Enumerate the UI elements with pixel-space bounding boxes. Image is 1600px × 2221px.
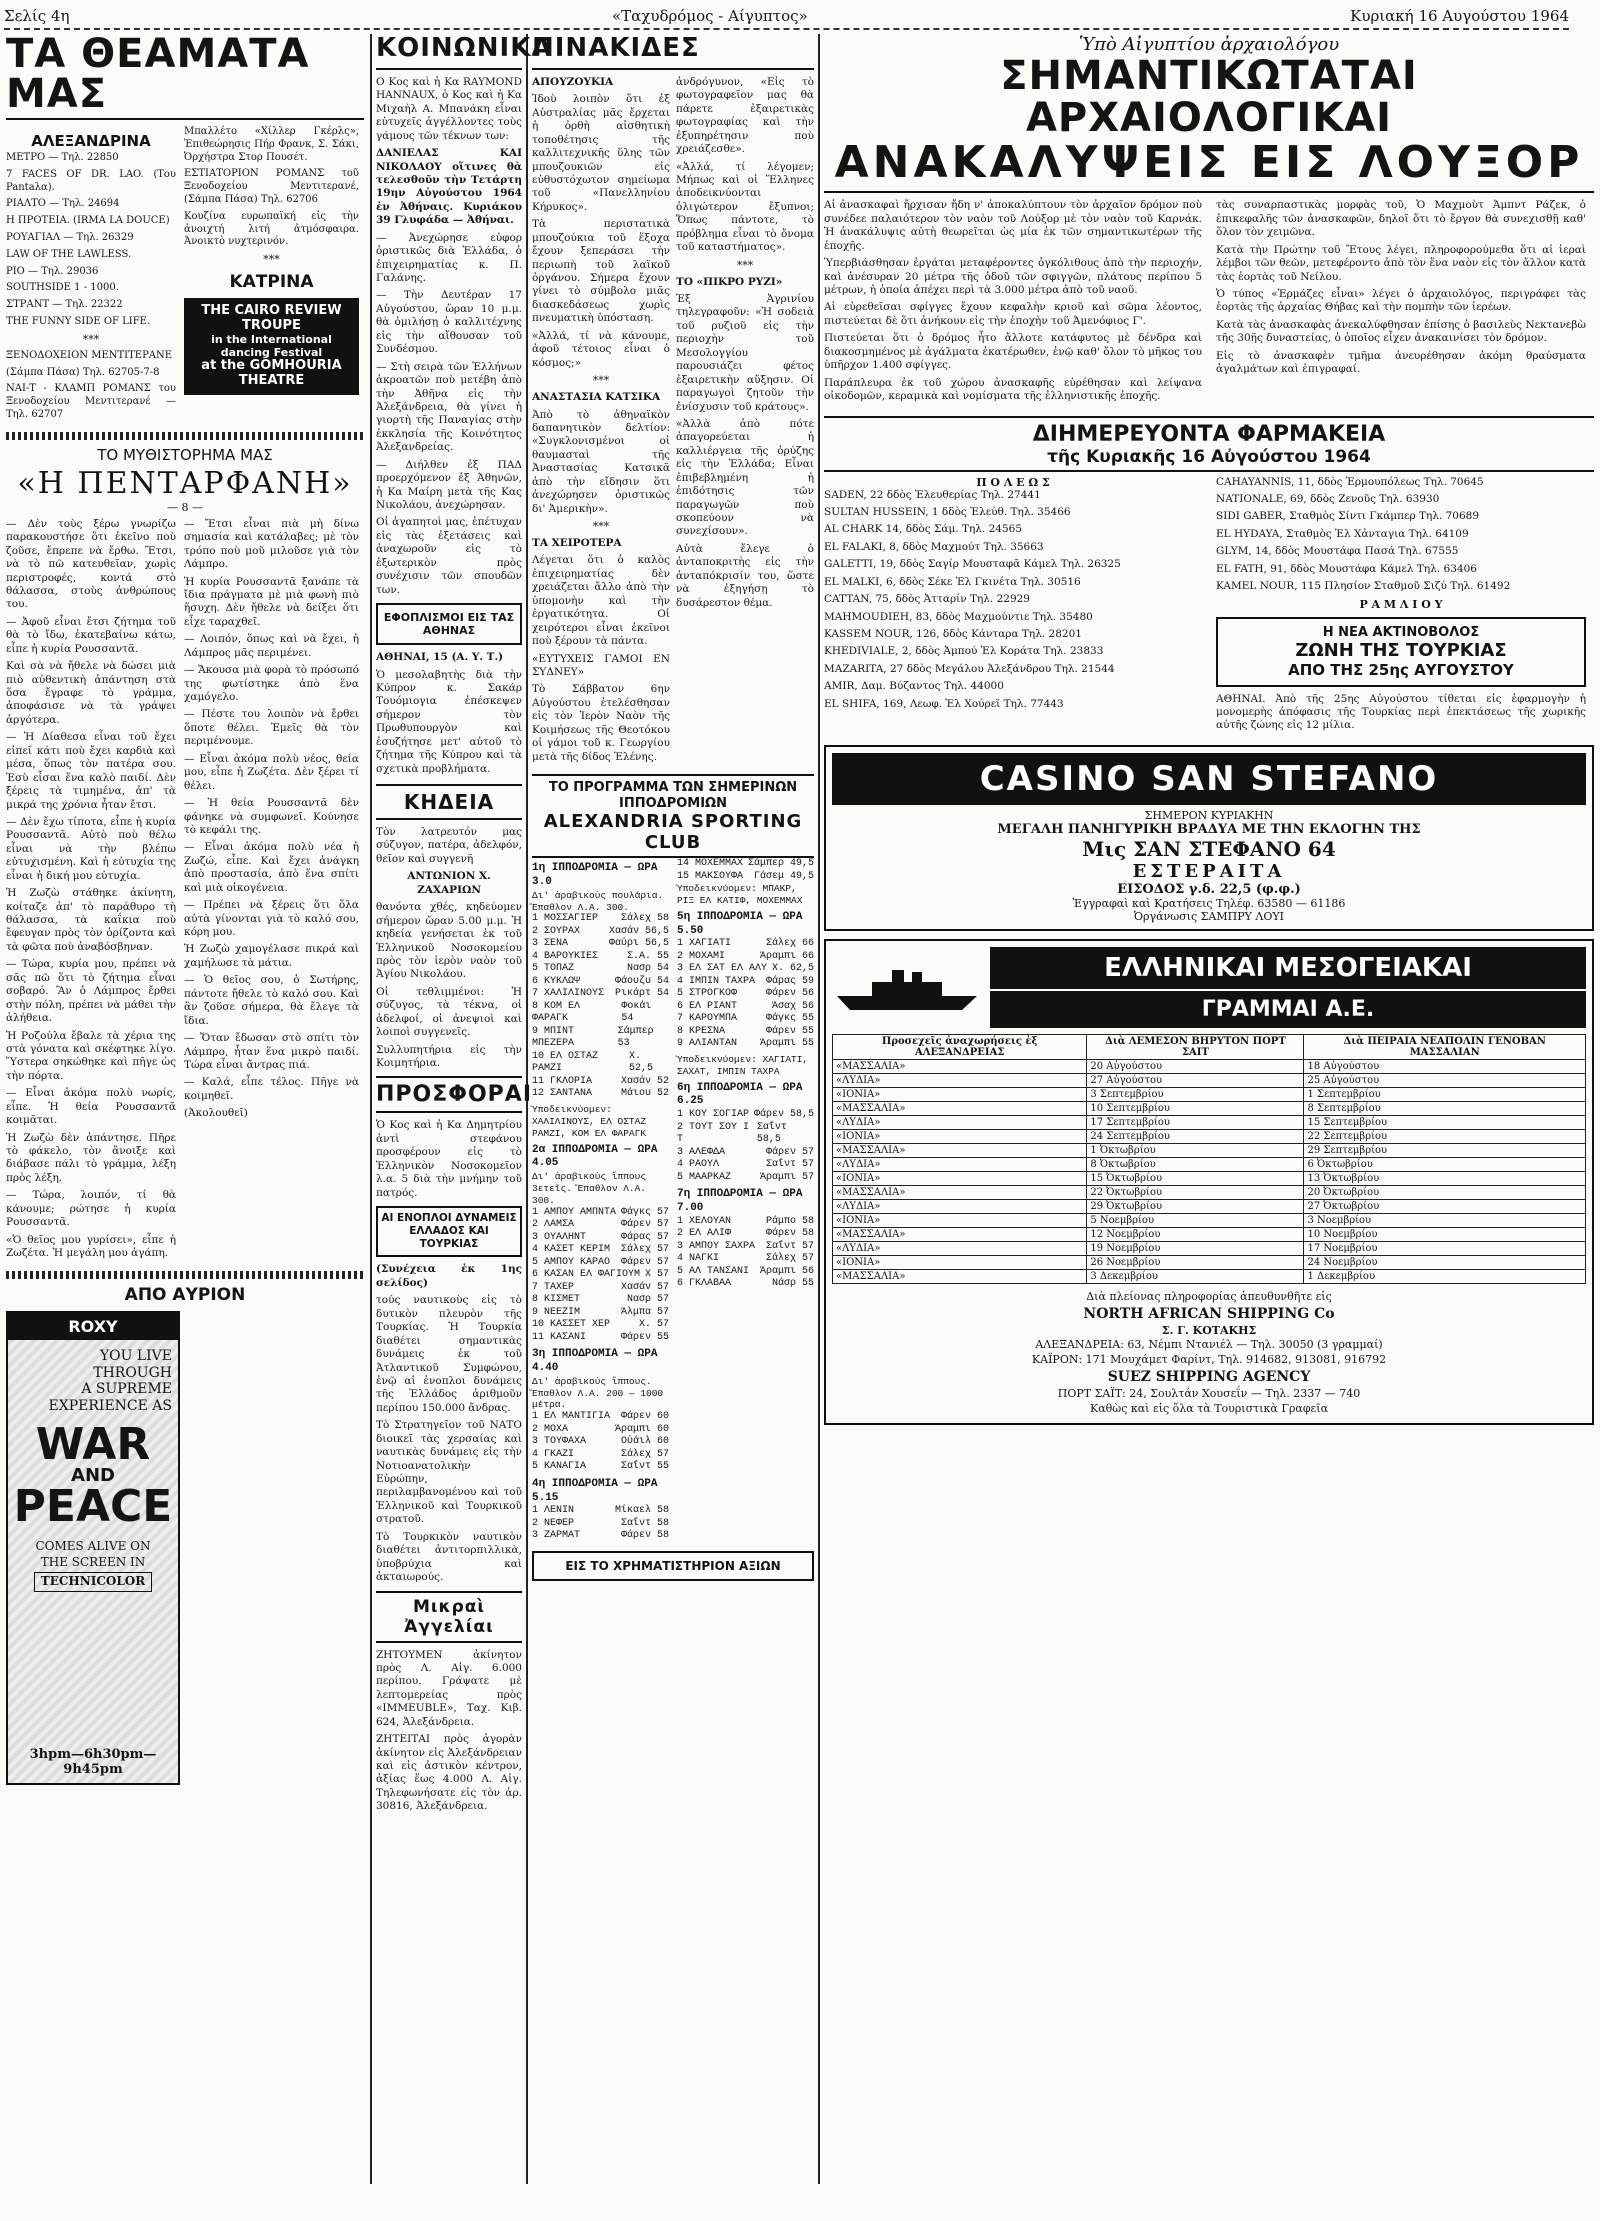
notice-heading: ΤΟ «ΠΙΚΡΟ ΡΥΖΙ» — [676, 275, 783, 288]
city-heading: ΑΛΕΞΑΝΔΡΙΝΑ — [31, 132, 151, 150]
race-entry: 9 ΑΛΙΑΝΤΑΝ Άραμπι 55 — [677, 1038, 814, 1050]
pharmacy-entry: CAHAYANNIS, 11, δδὸς Ἐρμουπόλεως Τηλ. 70645 — [1216, 475, 1484, 488]
pharmacies-date: τῆς Κυριακῆς 16 Αὐγούστου 1964 — [824, 447, 1594, 472]
shipping-contacts: Διὰ πλείονας πληροφορίας ἀπευθυνθῆτε εἰς NORTH AFRICAN SHIPPING Co Σ. Γ. ΚΟΤΑΚΗΣ ΑΛΕΞΑΝΔΡΕΙΑ: 63, Νέμπι Ντανιέλ — Τηλ. 30050 (3 γραμμαί) ΚΑΪΡΟΝ: 171 Μουχάμετ Φαρίντ, Τηλ. 914682, 913081, 916792 SUEZ SHIPPING AGENCY ΠΟΡΤ ΣΑΪΤ: 24, Σουλτάν Χουσεΐν — Τηλ. 2337 — 740 Καθὼς καὶ εἰς ὅλα τὰ Τουριστικὰ Γραφεῖα — [1031, 1289, 1387, 1415]
races-club: ALEXANDRIA SPORTING CLUB — [532, 811, 814, 858]
race-entry: 10 ΚΑΣΣΕΤ ΧΕΡ Χ. 57 — [532, 1319, 669, 1331]
table-row: «ΙΟΝΙΑ» 24 Σεπτεμβρίου 22 Σεπτεμβρίου — [833, 1129, 1586, 1143]
column-theatres — [6, 31, 364, 2184]
race5-entries — [677, 938, 814, 1051]
movie-showtimes: 3hpm—6h30pm—9h45pm — [29, 1746, 157, 1777]
race-entry: 8 ΚΡΕΣΝΑ Φάρεν 55 — [677, 1025, 814, 1037]
page-number: Σελίς 4η — [4, 7, 70, 25]
listing: ΣΤΡΑΝΤ — Τηλ. 22322 — [6, 299, 123, 311]
shipping-schedule: Προσεχεῖς ἀναχωρήσεις ἐξ ΑΛΕΞΑΝΔΡΕΙΑΣ Διὰ ΛΕΜΕΣΟΝ ΒΗΡΥΤΟΝ ΠΟΡΤ ΣΑΙΤ Διὰ ΠΕΙΡΑΙΑ ΝΕΑΠΟΛΙΝ ΓΕΝΟΒΑΝ ΜΑΣΣΑΛΙΑΝ «ΜΑΣΣΑΛΙΑ» 20 Αὐγούστου 18 Αὐγούστου «ΛΥΔΙΑ» 27 Αὐγούστου 25 Αὐγούστου «ΙΟΝΙΑ» 3 Σεπτεμβρίου 1 Σεπτεμβρίου «ΜΑΣΣΑΛΙΑ» 10 Σεπτεμβρίου 8 Σεπτεμβρίου «ΛΥΔΙΑ» 17 Σεπτεμβρίου 15 Σεπτεμβρίου «ΙΟΝΙΑ» 24 Σεπτεμβρίου 22 Σεπτεμβρίου «ΜΑΣΣΑΛΙΑ» 1 Ὀκτωβρίου 29 Σεπτεμβρίου «ΛΥΔΙΑ» 8 Ὀκτωβρίου 6 Ὀκτωβρίου «ΙΟΝΙΑ» 15 Ὀκτωβρίου 13 Ὀκτωβρίου «ΜΑΣΣΑΛΙΑ» 22 Ὀκτωβρίου 20 Ὀκτωβρίου «ΛΥΔΙΑ» 29 Ὀκτωβρίου 27 Ὀκτωβρίου «ΙΟΝΙΑ» 5 Νοεμβρίου 3 Νοεμβρίου «ΜΑΣΣΑΛΙΑ» 12 Νοεμβρίου 10 Νοεμβρίου «ΛΥΔΙΑ» 19 Νοεμβρίου 17 Νοεμβρίου «ΙΟΝΙΑ» 26 Νοεμβρίου 24 Νοεμβρίου «ΜΑΣΣΑΛΙΑ» 3 Δεκεμβρίου 1 Δεκεμβρίου — [832, 1034, 1586, 1284]
race-entry: 9 ΜΠΙΝΤ ΜΠΕΖΕΡΑ Σάμπερ 53 — [532, 1025, 654, 1050]
pharmacy-entry: GALETTI, 19, δδὸς Σαγίρ Μουσταφᾶ Κάμελ Τηλ. 26325 — [824, 558, 1121, 571]
table-row: «ΙΟΝΙΑ» 5 Νοεμβρίου 3 Νοεμβρίου — [833, 1213, 1586, 1227]
race-entry: 4 ΙΜΠΙΝ ΤΑΧΡΑ Φάρας 59 — [677, 975, 814, 987]
column-divider — [370, 34, 372, 2184]
listing: ΡΟΥΑΓΙΑΛ — Τηλ. 26329 — [6, 231, 134, 243]
race-entry: 4 ΒΑΡΟΥΚΙΕΣ Σ.Α. 55 — [532, 950, 669, 962]
katrina-title: ΚΑΤΡΙΝΑ — [229, 272, 314, 293]
issue-date: Κυριακή 16 Αυγούστου 1964 — [1350, 7, 1569, 25]
pharmacies-section: ΔΙΗΜΕΡΕΥΟΝΤΑ ΦΑΡΜΑΚΕΙΑ τῆς Κυριακῆς 16 Αὐγούστου 1964 Π Ο Λ Ε Ω Σ SADEN, 22 δδὸς Ἐλευθερίας Τηλ. 27441 SULTAN HUSSEIN, 1 δδὸς Ἐλεύθ. Τηλ. 35466 AL CHARK 14, δδὸς Σάμ. Τηλ. 24565 EL FALAKI, 8, δδὸς Μαχμούτ Τηλ. 35663 GALETTI, 19, δδὸς Σαγίρ Μουσταφᾶ Κάμελ Τηλ. 26325 EL MALKI, 6, δδὸς Σέκε Ἐλ Γκινέτα Τηλ. 30516 CATTAN, 75, δδὸς Ἀτταρίν Τηλ. 22929 MAHMOUDIEH, 83, δδὸς Μαχμούντιε Τηλ. 35480 KASSEM NOUR, 126, δδὸς Κάνταρα Τηλ. 28201 KHEDIVIALE, 2, δδὸς Ἀμπού Ἐλ Κοράτα Τηλ. 23833 MAZARITA, 27 δδὸς Μεγάλου Ἀλεξάνδρου Τηλ. 21544 AMIR, Δαμ. Βύζαντος Τηλ. 44000 EL SHIFA, 169, Λεωφ. Ἐλ Χούρεϊ Τηλ. 77443 CAHAYANNIS, 11, δδὸς Ἐρμουπόλεως Τηλ. 70645 NATIONALE, 69, δδὸς Ζενοῦς Τηλ. 63930 SIDI GABER, Σταθμὸς Σίντι Γκάμπερ Τηλ. 70689 EL HYDAYA, Σταθμὸς Ἐλ Χἀνταγια Τηλ. 64109 GLYM, 14, δδὸς Μουστάφα Πασά Τηλ. 67555 EL FATH, 91, δδὸς Μουστάφα Κάμελ Τηλ. 63406 KAMEL NOUR, 115 Πλησίον Σταθμοῦ Σιζύ Τηλ. 61492 Ρ Α Μ Λ Ι Ο Υ Η ΝΕΑ ΑΚΤΙΝΟΒΟΛΟΣ ΖΩΝΗ ΤΗΣ ΤΟΥΡΚΙΑΣ ΑΠΟ ΤΗΣ 25ης ΑΥΓΟΥΣΤΟΥ ΑΘΗΝΑΙ. Ἀπὸ τῆς 25ης Αὐγούστου τίθεται εἰς ἐφαρμογὴν ἡ μονομερὴς ἀπόφασις τῆς Τουρκίας περὶ ἐπεκτάσεως τῆς χωρικῆς αὐτῆς ζώνης εἰς 12 μίλια. — [824, 416, 1594, 737]
race-entry: 1 ΜΟΣΣΑΓΙΕΡ Σάλεχ 58 — [532, 913, 669, 925]
offers-title: ΠΡΟΣΦΟΡΑΙ — [376, 1076, 522, 1113]
novel-text-left: — Δὲν τοὺς ξέρω γνωρίζω παρακουστήσε ὅτι ἐκεῖνο ποὺ ζοῦσε, ἔπρεπε νὰ ἔρθω. Ἔτσι, νὰ τὸ πῶ κατευθεῖαν, χωρὶς περιστροφές, κοντά στὸ θάλασσα, στοὺς ἀνθρώπους του. — Ἀφοῦ εἶναι ἔτσι ζήτημα τοῦ θὰ τὸ ἴδω, ἐκατεβαίνω κάτω, εἶπε ἡ κυρία Ρουσσαντᾶ. Καὶ σὰ νὰ ἤθελε νὰ δώσει μιὰ πιὸ αὐθεντικὴ ἀπάντηση στὰ ὅσα ἔγραφε τὸ γράμμα, ἀποφάσισε νὰ τὰ γράψει ἀργότερα. — Ἡ Δίαθεσα εἶναι τοῦ ἔχει εἰπεῖ κάτι ποὺ ἔχει καρδιὰ καὶ μέσα, ὅπως τὸν πατέρα σου. Ἐσὺ εἶσαι ἕνα καλὸ παιδί. Δὲν ξέρεις τὰ τιμημένα, ἀπ' τὰ μικρά της χρόνια ἦταν ἔτσι. — Δὲν ἔχω τίποτα, εἶπε ἡ κυρία Ρουσσαντᾶ. Αὐτὸ ποὺ θέλω εἶναι νὰ τὴν βλέπω εὐτυχισμένη. Καὶ ἡ εὐτυχία της εἶναι ἡ δική μου εὐτυχία. Ἡ Ζωζὼ στάθηκε ἀκίνητη, κοίταζε ἀπ' τὸ παράθυρο τὴ θάλασσα, τὰ καΐκια ποὺ ἔφευγαν πρὸς τὸν ὁρίζοντα καὶ τὰ φῶτα ποὺ ἀναβόσβηναν. — Τώρα, κυρία μου, πρέπει νὰ σᾶς πῶ ὅτι τὸ ζήτημα εἶναι σοβαρό. Ἂν ὁ Λάμπρος ἔρθει στὴν πόλη, πρέπει νὰ μάθει τὴν ἀλήθεια. Ἡ Ροζούλα ἔβαλε τὰ χέρια της στὰ γόνατα καὶ σκέφτηκε λίγο. Ὕστερα σηκώθηκε καὶ πῆγε ὡς τὴν πόρτα. — Εἶναι ἀκόμα πολὺ νωρίς, εἶπε. Ἡ θεία Ρουσσαντᾶ κοιμᾶται. Ἡ Ζωζὼ δὲν ἀπάντησε. Πῆρε τὸ φάκελο, τὸν ἄνοιξε καὶ διάβασε πάλι τὸ γράμμα, λέξη πρὸς λέξη. — Τώρα, λοιπόν, τί θὰ κάνουμε; ρώτησε ἡ κυρία Ρουσσαντᾶ. «Ὁ θεῖος μου γυρίσει», εἶπε ἡ Ζωζέτα. Ἡ μεγάλη μου ἀγάπη. — [6, 517, 176, 1260]
funeral-title: ΚΗΔΕΙΑ — [376, 784, 522, 820]
pharmacy-list-ramleh — [1216, 476, 1586, 594]
classifieds-title: Μικραὶ Ἀγγελίαι — [376, 1591, 522, 1643]
shipping-title: ΕΛΛΗΝΙΚΑΙ ΜΕΣΟΓΕΙΑΚΑΙ — [990, 947, 1586, 989]
table-row: «ΛΥΔΙΑ» 27 Αὐγούστου 25 Αὐγούστου — [833, 1073, 1586, 1087]
funeral-name: ΑΝΤΩΝΙΟΝ Χ. ΖΑΧΑΡΙΩΝ — [407, 870, 491, 896]
race-entry: 3 ΕΛ ΣΑΤ ΕΛ ΑΛΥ Χ. 62,5 — [677, 963, 814, 975]
race-entry: 10 ΕΛ ΟΣΤΑΖ ΡΑΜΖΙ Χ. 52,5 — [532, 1050, 654, 1075]
listing: (Σάμπα Πάσα) Τηλ. 62705-7-8 — [6, 366, 160, 378]
pharmacy-entry: KASSEM NOUR, 126, δδὸς Κάνταρα Τηλ. 28201 — [824, 628, 1082, 641]
novel-part: — 8 — — [167, 500, 203, 514]
race-entry: 6 ΕΛ ΡΙΑΝΤ Άσαχ 56 — [677, 1000, 814, 1012]
table-row: «ΛΥΔΙΑ» 29 Ὀκτωβρίου 27 Ὀκτωβρίου — [833, 1199, 1586, 1213]
stock-exchange-box: ΕΙΣ ΤΟ ΧΡΗΜΑΤΙΣΤΗΡΙΟΝ ΑΞΙΩΝ — [532, 1551, 814, 1581]
race-entry: 5 ΑΜΠΟΥ ΚΑΡΑΟ Φάρεν 57 — [532, 1256, 669, 1268]
cairo-review-ad: THE CAIRO REVIEW TROUPE in the International dancing Festival at the GOMHOURIA THEATRE — [184, 298, 359, 395]
listing: ΞΕΝΟΔΟΧΕΙΟΝ ΜΕΝΤΙΤΕΡΑΝΕ — [6, 349, 173, 361]
races-right: 14 ΜΟΧΕΜΜΑΧ Σάμπερ 49,5 15 ΜΑΚΣΟΥΦΑ Γάσεμ 49,5 Ὑποδεικνύομεν: ΜΠΑΚΡ, ΡΙΞ ΕΛ ΚΑΤΙΦ, ΜΟΧΕΜΜΑΧ 5η ΙΠΠΟΔΡΟΜΙΑ — ΩΡΑ 5.50 1 ΧΑΓΙΑΤΙ Σάλεχ 66 2 ΜΟΧΑΜΙ Άραμπι 66 3 ΕΛ ΣΑΤ ΕΛ ΑΛΥ Χ. 62,5 4 ΙΜΠΙΝ ΤΑΧΡΑ Φάρας 59 5 ΣΤΡΟΓΚΟΦ Φάρεν 56 6 ΕΛ ΡΙΑΝΤ Άσαχ 56 7 ΚΑΡΟΥΜΠΑ Φάγκς 55 8 ΚΡΕΣΝΑ Φάρεν 55 9 ΑΛΙΑΝΤΑΝ Άραμπι 55 Ὑποδεικνύομεν: ΧΑΓΙΑΤΙ, ΣΑΧΑΤ, ΙΜΠΙΝ ΤΑΧΡΑ 6η ΙΠΠΟΔΡΟΜΙΑ — ΩΡΑ 6.25 1 ΚΟΥ ΣΟΓΙΑΡ Φάρεν 58,5 2 ΤΟΥΤ ΣΟΥ Ι Τ Σαΐντ 58,5 3 ΑΛΕΦΔΑ Φάρεν 57 4 ΡΑΟΥΛ Σαΐντ 57 5 ΜΑΑΡΚΑΖ Άραμπι 57 7η ΙΠΠΟΔΡΟΜΙΑ — ΩΡΑ 7.00 1 ΧΕΛΟΥΑΝ Ράμπο 58 2 ΕΛ ΑΛΙΦ Φάρεν 58 3 ΑΜΠΟΥ ΣΑΧΡΑ Σαΐντ 57 4 ΝΑΓΚΙ Σάλεχ 57 5 ΑΛ ΤΑΝΣΑΝΙ Άραμπι 56 6 ΓΚΛΑΒΑΑ Νάσρ 55 — [677, 858, 814, 1290]
headline-line-1: ΣΗΜΑΝΤΙΚΩΤΑΤΑΙ ΑΡΧΑΙΟΛΟΓΙΚΑΙ — [1000, 53, 1418, 141]
race-entry: 6 ΚΥΚΛΩΨ Φάουζυ 54 — [532, 975, 669, 987]
forces-box: ΑΙ ΕΝΟΠΛΟΙ ΔΥΝΑΜΕΙΣ ΕΛΛΑΔΟΣ ΚΑΙ ΤΟΥΡΚΙΑΣ — [376, 1206, 522, 1257]
table-row: «ΜΑΣΣΑΛΙΑ» 12 Νοεμβρίου 10 Νοεμβρίου — [833, 1227, 1586, 1241]
pharmacy-entry: NATIONALE, 69, δδὸς Ζενοῦς Τηλ. 63930 — [1216, 492, 1440, 505]
pharmacy-entry: KHEDIVIALE, 2, δδὸς Ἀμπού Ἐλ Κοράτα Τηλ. 23833 — [824, 645, 1104, 658]
listing: THE FUNNY SIDE OF LIFE. — [6, 315, 151, 327]
section-title-social: ΚΟΙΝΩΝΙΚΑ — [376, 34, 522, 70]
movie-title-word: PEACE — [13, 1480, 173, 1532]
race-entry: 2 ΛΑΜΣΑ Φάρεν 57 — [532, 1219, 669, 1231]
race-entry: 11 ΓΚΛΟΡΙΑ Χασάν 52 — [532, 1075, 669, 1087]
listing: Η ΠΡΟΤΕΙΑ. (IRMA LA DOUCE) — [6, 215, 170, 227]
races-left: 1η ΙΠΠΟΔΡΟΜΙΑ — ΩΡΑ 3.0 Δι' ἀραβικοὺς πουλάρια. Ἔπαθλον Λ.Α. 300. 1 ΜΟΣΣΑΓΙΕΡ Σάλεχ 58 2 ΣΟΥΡΑΧ Χασάν 56,5 3 ΣΕΝΑ Φαύρι 56,5 4 ΒΑΡΟΥΚΙΕΣ Σ.Α. 55 5 ΤΟΠΑΖ Νασρ 54 6 ΚΥΚΛΩΨ Φάουζυ 54 7 ΧΑΛΙΛΙΝΟΥΣ Ρικάρτ 54 8 ΚΟΜ ΕΛ ΦΑΡΑΓΚ Φοκάι 54 9 ΜΠΙΝΤ ΜΠΕΖΕΡΑ Σάμπερ 53 10 ΕΛ ΟΣΤΑΖ ΡΑΜΖΙ Χ. 52,5 11 ΓΚΛΟΡΙΑ Χασάν 52 12 ΣΑΝΤΑΝΑ Μάιου 52 Ὑποδεικνύομεν: ΧΑΛΙΛΙΝΟΥΣ, ΕΛ ΟΣΤΑΖ ΡΑΜΖΙ, ΚΟΜ ΕΛ ΦΑΡΑΓΚ 2α ΙΠΠΟΔΡΟΜΙΑ — ΩΡΑ 4.05 Δι' ἀραβικοὺς ἵππους 3ετεῖς. Ἔπαθλον Λ.Α. 300. 1 ΑΜΠΟΥ ΑΜΠΝΤΑ Φάγκς 57 2 ΛΑΜΣΑ Φάρεν 57 3 ΟΥΑΛΗΝΤ Φάρας 57 4 ΚΑΣΕΤ ΚΕΡΙΜ Σάλεχ 57 5 ΑΜΠΟΥ ΚΑΡΑΟ Φάρεν 57 6 ΚΑΣΑΝ ΕΛ ΦΑΓΙΟΥΜ Χ 57 7 ΤΑΧΕΡ Χασάν 57 8 ΚΙΣΜΕΤ Νασρ 57 9 ΝΕΕΖΙΜ Άλμπα 57 10 ΚΑΣΣΕΤ ΧΕΡ Χ. 57 11 ΚΑΣΑΝΙ Φάρεν 55 3η ΙΠΠΟΔΡΟΜΙΑ — ΩΡΑ 4.40 Δι' ἀραβικοὺς ἵππους. Ἔπαθλον Λ.Α. 200 — 1000 μέτρα. 1 ΕΛ ΜΑΝΤΙΓΙΑ Φάρεν 60 2 ΜΟΧΑ Άραμπι 60 3 ΤΟΥΦΑΧΑ Οὐάιλ 60 4 ΓΚΑΖΙ Σάλεχ 57 5 ΚΑΝΑΓΙΑ Σαΐντ 55 4η ΙΠΠΟΔΡΟΜΙΑ — ΩΡΑ 5.15 1 ΛΕΝΙΝ Μίκαελ 58 2 ΝΕΦΕΡ Σαΐντ 58 3 ΖΑΡΜΑΤ Φάρεν 58 — [532, 862, 669, 1542]
listing: ΜΕΤΡΟ — Τηλ. 22850 — [6, 152, 119, 163]
listing: ΡΙΟ — Τηλ. 29036 — [6, 265, 99, 277]
race-entry: 7 ΤΑΧΕΡ Χασάν 57 — [532, 1281, 669, 1293]
notice-heading: ΤΑ ΧΕΙΡΟΤΕΡΑ — [532, 537, 622, 550]
novel-continued: (Ἀκολουθεῖ) — [184, 1107, 248, 1120]
novel-heading: ΤΟ ΜΥΘΙΣΤΟΡΗΜΑ ΜΑΣ — [97, 445, 273, 464]
table-row: «ΜΑΣΣΑΛΙΑ» 10 Σεπτεμβρίου 8 Σεπτεμβρίου — [833, 1101, 1586, 1115]
listing: ΡΙΑΛΤΟ — Τηλ. 24694 — [6, 198, 120, 210]
war-and-peace-ad: ROXY YOU LIVE THROUGH A SUPREME EXPERIENCE AS WAR AND PEACE COMES ALIVE ON THE SCREEN IN TECHNICOLOR 3hpm—6h30pm—9h45pm — [6, 1311, 180, 1785]
table-row: «ΙΟΝΙΑ» 15 Ὀκτωβρίου 13 Ὀκτωβρίου — [833, 1171, 1586, 1185]
race-entry: 5 ΣΤΡΟΓΚΟΦ Φάρεν 56 — [677, 988, 814, 1000]
race-entry: 9 ΝΕΕΖΙΜ Άλμπα 57 — [532, 1306, 669, 1318]
headline-line-2: ΑΝΑΚΑΛΥΨΕΙΣ ΕΙΣ ΛΟΥΞΟΡ — [824, 139, 1594, 193]
table-row: «ΜΑΣΣΑΛΙΑ» 1 Ὀκτωβρίου 29 Σεπτεμβρίου — [833, 1143, 1586, 1157]
pharmacy-entry: EL FATH, 91, δδὸς Μουστάφα Κάμελ Τηλ. 63406 — [1216, 562, 1477, 575]
race-entry: 5 ΤΟΠΑΖ Νασρ 54 — [532, 963, 669, 975]
pharmacy-entry: MAZARITA, 27 δδὸς Μεγάλου Ἀλεξάνδρου Τηλ. 21544 — [824, 662, 1115, 675]
race-entry: 11 ΚΑΣΑΝΙ Φάρεν 55 — [532, 1331, 669, 1343]
table-row: «ΙΟΝΙΑ» 26 Νοεμβρίου 24 Νοεμβρίου — [833, 1255, 1586, 1269]
race-entry: 8 ΚΙΣΜΕΤ Νασρ 57 — [532, 1294, 669, 1306]
column-archaeology: Ὑπὸ Αἰγυπτίου ἀρχαιολόγου ΣΗΜΑΝΤΙΚΩΤΑΤΑΙ ΑΡΧΑΙΟΛΟΓΙΚΑΙ ΑΝΑΚΑΛΥΨΕΙΣ ΕΙΣ ΛΟΥΞΟΡ Αἱ ἀνασκαφαὶ ἤρχισαν ἤδη ν' ἀποκαλύπτουν τὸν ἀρχαῖον δρόμον ποὺ συνέδεε παλαιότερον τὸν ναὸν τοῦ Λούξορ μὲ τὸν ναὸν τοῦ Καρνάκ. Ἡ ἀνακάλυψις αὐτὴ θεωρεῖται ὡς μία ἐκ τῶν σημαντικωτέρων τῆς ἐποχῆς. Ὑπερβιάσθησαν ἐργάται μεταφέροντες ὀγκόλιθους ἀπὸ τὴν περιοχήν, καὶ ἀνέσυραν 20 μέτρα τῆς ὁδοῦ τῶν σφιγγῶν, πλάτους περίπου 5 μέτρων, ἡ ὁποία ἀπέχει περὶ τὰ 3.000 μέτρα ἀπὸ τοῦ ναοῦ. Αἱ εὑρεθεῖσαι σφίγγες ἔχουν κεφαλὴν κριοῦ καὶ σῶμα λέοντος, πιστεύεται δὲ ὅτι ἀνήκουν εἰς τὴν ἐποχὴν τοῦ Ἀμενόφιος Γ'. Πιστεύεται ὅτι ὁ δρόμος ἦτο ἄλλοτε κατάφυτος μὲ δένδρα καὶ διακοσμημένος μὲ ἀγάλματα ἐκατέρωθεν, ἐνῷ καθ' ὅλον τὸ μῆκος του ὑπῆρχον 1.400 σφίγγες. Παράπλευρα ἐκ τοῦ χώρου ἀνασκαφῆς εὑρέθησαν καὶ λείψανα οἰκοδομῶν, κεραμικὰ καὶ νομίσματα τῆς ἐλληνιστικῆς ἐποχῆς. τὰς συναρπαστικὰς μορφὰς τοῦ, Ὁ Μαχμοὺτ Ἀμπντ Ράζεκ, ὁ ἐπικεφαλῆς τῶν ἀνασκαφῶν, δηλοῖ ὅτι τὸ ἔργον θὰ συνεχισθῇ καθ' ὅλον τὸν χειμῶνα. Κατὰ τὴν Πρώτην τοῦ Ἔτους λέγει, πληροφορούμεθα ὅτι αἱ ἱεραὶ λέμβοι τῶν θεῶν, μετεφέροντο ἀπὸ τὸν ἕνα ναὸν εἰς τὸν ἄλλον κατὰ τὰς ἑορτὰς τοῦ Νείλου. Ὁ τύπος «Ἐρμάζες εἶναι» λέγει ὁ ἀρχαιολόγος, περιγράφει τὰς ἑορτὰς τῆς ἀρχαίας Θήβας καὶ τὴν πομπὴν τῶν ἱερέων. Κατὰ τὰς ἀνασκαφὰς ἀνεκαλύφθησαν ἐπίσης ὁ βασιλεὺς Νεκτανεβὼ τῆς 30ῆς δυναστείας, ὁ ὁποῖος εἶχεν ἀνακαινίσει τὸν δρόμον. Εἰς τὸ ἀνασκαφὲν τμῆμα ἀνευρέθησαν ἀκόμη θραύσματα ἀγαλμάτων καὶ ἐπιγραφαί. ΔΙΗΜΕΡΕΥΟΝΤΑ ΦΑΡΜΑΚΕΙΑ τῆς Κυριακῆς 16 Αὐγούστου 1964 Π Ο Λ Ε Ω Σ SADEN, 22 δδὸς Ἐλευθερίας Τηλ. 27441 SULTAN HUSSEIN, 1 δδὸς Ἐλεύθ. Τηλ. 35466 AL CHARK 14, δδὸς Σάμ. Τηλ. 24565 EL FALAKI, 8, δδὸς Μαχμούτ Τηλ. 35663 GALETTI, 19, δδὸς Σαγίρ Μουσταφᾶ Κάμελ Τηλ. 26325 EL MALKI, 6, δδὸς Σέκε Ἐλ Γκινέτα Τηλ. 30516 CATTAN, 75, δδὸς Ἀτταρίν Τηλ. 22929 MAHMOUDIEH, 83, δδὸς Μαχμούντιε Τηλ. 35480 KASSEM NOUR, 126, δδὸς Κάνταρα Τηλ. 28201 KHEDIVIALE, 2, δδὸς Ἀμπού Ἐλ Κοράτα Τηλ. 23833 MAZARITA, 27 δδὸς Μεγάλου Ἀλεξάνδρου Τηλ. 21544 AMIR, Δαμ. Βύζαντος Τηλ. 44000 EL SHIFA, 169, Λεωφ. Ἐλ Χούρεϊ Τηλ. 77443 CAHAYANNIS, 11, δδὸς Ἐρμουπόλεως Τηλ. 70645 NATIONALE, 69, δδὸς Ζενοῦς Τηλ. 63930 SIDI GABER, Σταθμὸς Σίντι Γκάμπερ Τηλ. 70689 EL HYDAYA, Σταθμὸς Ἐλ Χἀνταγια Τηλ. 64109 GLYM, 14, δδὸς Μουστάφα Πασά Τηλ. 67555 EL FATH, 91, δδὸς Μουστάφα Κάμελ Τηλ. 63406 KAMEL NOUR, 115 Πλησίον Σταθμοῦ Σιζύ Τηλ. 61492 Ρ Α Μ Λ Ι Ο Υ Η ΝΕΑ ΑΚΤΙΝΟΒΟΛΟΣ ΖΩΝΗ ΤΗΣ ΤΟΥΡΚΙΑΣ ΑΠΟ ΤΗΣ 25ης ΑΥΓΟΥΣΤΟΥ ΑΘΗΝΑΙ. Ἀπὸ τῆς 25ης Αὐγούστου τίθεται εἰς ἐφαρμογὴν ἡ μονομερὴς ἀπόφασις τῆς Τουρκίας περὶ ἐπεκτάσεως τῆς χωρικῆς αὐτῆς ζώνης εἰς 12 μίλια. CASINO SAN STEFANO ΣΗΜΕΡΟΝ ΚΥΡΙΑΚΗΝ ΜΕΓΑΛΗ ΠΑΝΗΓΥΡΙΚΗ ΒΡΑΔΥΑ ΜΕ ΤΗΝ ΕΚΛΟΓΗΝ ΤΗΣ Μις ΣΑΝ ΣΤΕΦΑΝΟ 64 ΕΣΤΕΡΑΙΤΑ ΕΙΣΟΔΟΣ γ.δ. 22,5 (φ.φ.) Ἐγγραφαὶ καὶ Κρατήσεις Τηλέφ. 63580 — 61186 Ὀργάνωσις ΣΑΜΠΡΥ ΛΟΥΙ ΕΛΛΗΝΙΚΑΙ ΜΕΣΟΓΕΙΑΚΑΙ ΓΡΑΜΜΑΙ Α.Ε. Προσεχεῖς ἀναχωρήσεις ἐξ ΑΛΕΞΑΝΔΡΕΙΑΣ Διὰ ΛΕΜΕΣΟΝ ΒΗΡΥΤΟΝ ΠΟΡΤ ΣΑΙΤ Διὰ ΠΕΙΡΑΙΑ ΝΕΑΠΟΛΙΝ ΓΕΝΟΒΑΝ ΜΑΣΣΑΛΙΑΝ «ΜΑΣΣΑΛΙΑ» 20 Αὐγούστου 18 Αὐγούστου «ΛΥΔΙΑ» 27 Αὐγούστου 25 Αὐγούστου «ΙΟΝΙΑ» 3 Σεπτεμβρίου 1 Σεπτεμβρίου «ΜΑΣΣΑΛΙΑ» 10 Σεπτεμβρίου 8 Σεπτεμβρίου «ΛΥΔΙΑ» 17 Σεπτεμβρίου 15 Σεπτεμβρίου «ΙΟΝΙΑ» 24 Σεπτεμβρίου 22 Σεπτεμβρίου «ΜΑΣΣΑΛΙΑ» 1 Ὀκτωβρίου 29 Σεπτεμβρίου «ΛΥΔΙΑ» 8 Ὀκτωβρίου 6 Ὀκτωβρίου «ΙΟΝΙΑ» 15 Ὀκτωβρίου 13 Ὀκτωβρίου «ΜΑΣΣΑΛΙΑ» 22 Ὀκτωβρίου 20 Ὀκτωβρίου «ΛΥΔΙΑ» 29 Ὀκτωβρίου 27 Ὀκτωβρίου «ΙΟΝΙΑ» 5 Νοεμβρίου 3 Νοεμβρίου «ΜΑΣΣΑΛΙΑ» 12 Νοεμβρίου 10 Νοεμβρίου «ΛΥΔΙΑ» 19 Νοεμβρίου 17 Νοεμβρίου «ΙΟΝΙΑ» 26 Νοεμβρίου 24 Νοεμβρίου «ΜΑΣΣΑΛΙΑ» 3 Δεκεμβρίου 1 Δεκεμβρίου Διὰ πλείονας πληροφορίας ἀπευθυνθῆτε εἰς NORTH AFRICAN SHIPPING Co Σ. Γ. ΚΟΤΑΚΗΣ ΑΛΕΞΑΝΔΡΕΙΑ: 63, Νέμπι Ντανιέλ — Τηλ. 30050 (3 γραμμαί) ΚΑΪΡΟΝ: 171 Μουχάμετ Φαρίντ, Τηλ. 914682, 913081, 916792 SUEZ SHIPPING AGENCY ΠΟΡΤ ΣΑΪΤ: 24, Σουλτάν Χουσεΐν — Τηλ. 2337 — 740 Καθὼς καὶ εἰς ὅλα τὰ Τουριστικὰ Γραφεῖα — [824, 34, 1594, 2184]
race-entry: 3 ΣΕΝΑ Φαύρι 56,5 — [532, 938, 669, 950]
table-row: «ΛΥΔΙΑ» 8 Ὀκτωβρίου 6 Ὀκτωβρίου — [833, 1157, 1586, 1171]
listings-left: ΑΛΕΞΑΝΔΡΙΝΑ ΜΕΤΡΟ — Τηλ. 22850 7 FACES OF DR. LAO. (Του Pantaλα). ΡΙΑΛΤΟ — Τηλ. 24694 Η ΠΡΟΤΕΙΑ. (IRMA LA DOUCE) ΡΟΥΑΓΙΑΛ — Τηλ. 26329 LAW OF THE LAWLESS. ΡΙΟ — Τηλ. 29036 SOUTHSIDE 1 - 1000. ΣΤΡΑΝΤ — Τηλ. 22322 THE FUNNY SIDE OF LIFE. *** ΞΕΝΟΔΟΧΕΙΟΝ ΜΕΝΤΙΤΕΡΑΝΕ (Σάμπα Πάσα) Τηλ. 62705-7-8 ΝΑΙ-Τ - ΚΛΑΜΠ ΡΟΜΑΝΣ του Ξενοδοχείου Μεντιτερανέ — Τηλ. 62707 — [6, 132, 176, 420]
race-entry: 3 ΟΥΑΛΗΝΤ Φάρας 57 — [532, 1231, 669, 1243]
pharmacy-entry: EL SHIFA, 169, Λεωφ. Ἐλ Χούρεϊ Τηλ. 77443 — [824, 697, 1064, 710]
pharmacies-title: ΔΙΗΜΕΡΕΥΟΝΤΑ ΦΑΡΜΑΚΕΙΑ — [1032, 421, 1386, 447]
news-box: ΕΦΟΠΛΙΣΜΟΙ ΕΙΣ ΤΑΣ ΑΘΗΝΑΣ — [376, 603, 522, 645]
pharmacy-entry: SULTAN HUSSEIN, 1 δδὸς Ἐλεύθ. Τηλ. 35466 — [824, 505, 1071, 518]
casino-ad: CASINO SAN STEFANO ΣΗΜΕΡΟΝ ΚΥΡΙΑΚΗΝ ΜΕΓΑΛΗ ΠΑΝΗΓΥΡΙΚΗ ΒΡΑΔΥΑ ΜΕ ΤΗΝ ΕΚΛΟΓΗΝ ΤΗΣ Μις ΣΑΝ ΣΤΕΦΑΝΟ 64 ΕΣΤΕΡΑΙΤΑ ΕΙΣΟΔΟΣ γ.δ. 22,5 (φ.φ.) Ἐγγραφαὶ καὶ Κρατήσεις Τηλέφ. 63580 — 61186 Ὀργάνωσις ΣΑΜΠΡΥ ΛΟΥΙ — [824, 745, 1594, 931]
divider — [6, 432, 364, 440]
column-divider — [526, 34, 528, 2184]
masthead — [4, 4, 1569, 30]
article-kicker: Ὑπὸ Αἰγυπτίου ἀρχαιολόγου — [1078, 34, 1340, 55]
novel-title: «Η ΠΕΝΤΑΡΦΑΝΗ» — [17, 465, 353, 501]
pharmacy-entry: EL FALAKI, 8, δδὸς Μαχμούτ Τηλ. 35663 — [824, 540, 1044, 553]
shipping-ad: ΕΛΛΗΝΙΚΑΙ ΜΕΣΟΓΕΙΑΚΑΙ ΓΡΑΜΜΑΙ Α.Ε. Προσεχεῖς ἀναχωρήσεις ἐξ ΑΛΕΞΑΝΔΡΕΙΑΣ Διὰ ΛΕΜΕΣΟΝ ΒΗΡΥΤΟΝ ΠΟΡΤ ΣΑΙΤ Διὰ ΠΕΙΡΑΙΑ ΝΕΑΠΟΛΙΝ ΓΕΝΟΒΑΝ ΜΑΣΣΑΛΙΑΝ «ΜΑΣΣΑΛΙΑ» 20 Αὐγούστου 18 Αὐγούστου «ΛΥΔΙΑ» 27 Αὐγούστου 25 Αὐγούστου «ΙΟΝΙΑ» 3 Σεπτεμβρίου 1 Σεπτεμβρίου «ΜΑΣΣΑΛΙΑ» 10 Σεπτεμβρίου 8 Σεπτεμβρίου «ΛΥΔΙΑ» 17 Σεπτεμβρίου 15 Σεπτεμβρίου «ΙΟΝΙΑ» 24 Σεπτεμβρίου 22 Σεπτεμβρίου «ΜΑΣΣΑΛΙΑ» 1 Ὀκτωβρίου 29 Σεπτεμβρίου «ΛΥΔΙΑ» 8 Ὀκτωβρίου 6 Ὀκτωβρίου «ΙΟΝΙΑ» 15 Ὀκτωβρίου 13 Ὀκτωβρίου «ΜΑΣΣΑΛΙΑ» 22 Ὀκτωβρίου 20 Ὀκτωβρίου «ΛΥΔΙΑ» 29 Ὀκτωβρίου 27 Ὀκτωβρίου «ΙΟΝΙΑ» 5 Νοεμβρίου 3 Νοεμβρίου «ΜΑΣΣΑΛΙΑ» 12 Νοεμβρίου 10 Νοεμβρίου «ΛΥΔΙΑ» 19 Νοεμβρίου 17 Νοεμβρίου «ΙΟΝΙΑ» 26 Νοεμβρίου 24 Νοεμβρίου «ΜΑΣΣΑΛΙΑ» 3 Δεκεμβρίου 1 Δεκεμβρίου Διὰ πλείονας πληροφορίας ἀπευθυνθῆτε εἰς NORTH AFRICAN SHIPPING Co Σ. Γ. ΚΟΤΑΚΗΣ ΑΛΕΞΑΝΔΡΕΙΑ: 63, Νέμπι Ντανιέλ — Τηλ. 30050 (3 γραμμαί) ΚΑΪΡΟΝ: 171 Μουχάμετ Φαρίντ, Τηλ. 914682, 913081, 916792 SUEZ SHIPPING AGENCY ΠΟΡΤ ΣΑΪΤ: 24, Σουλτάν Χουσεΐν — Τηλ. 2337 — 740 Καθὼς καὶ εἰς ὅλα τὰ Τουριστικὰ Γραφεῖα — [824, 939, 1594, 1425]
pharmacy-entry: EL MALKI, 6, δδὸς Σέκε Ἐλ Γκινέτα Τηλ. 30516 — [824, 575, 1081, 588]
listing: Μπαλλέτο «Χίλλερ Γκέρλς», Ἐπιθεώρησις Πήρ Φρανκ, Σ. Σάκι, Ὀρχήστρα Στορ Πουσέτ. — [184, 126, 359, 163]
listing: Κουζίνα ευρωπαϊκή εἰς τὴν ἀνοιχτή λιτή ἀτμόσφαιρα. Ἀνοικτὸ νυχτερινόν. — [184, 210, 359, 248]
notice-heading: ΑΝΑΣΤΑΣΙΑ ΚΑΤΣΙΚΑ — [532, 391, 661, 404]
pharmacy-entry: MAHMOUDIEH, 83, δδὸς Μαχμούντιε Τηλ. 35480 — [824, 610, 1093, 623]
pharmacy-entry: CATTAN, 75, δδὸς Ἀτταρίν Τηλ. 22929 — [824, 593, 1030, 606]
column-divider — [818, 34, 820, 2184]
race-entry: 6 ΚΑΣΑΝ ΕΛ ΦΑΓΙΟΥΜ Χ 57 — [532, 1269, 669, 1281]
race-entry: 4 ΚΑΣΕΤ ΚΕΡΙΜ Σάλεχ 57 — [532, 1244, 669, 1256]
table-row: «ΜΑΣΣΑΛΙΑ» 22 Ὀκτωβρίου 20 Ὀκτωβρίου — [833, 1185, 1586, 1199]
listing: ΕΣΤΙΑΤΟΡΙΟΝ ΡΟΜΑΝΣ τοῦ Ξενοδοχείου Μεντιτερανέ, (Σάμπα Πάσα) Τηλ. 62706 — [184, 168, 359, 205]
notice-heading: ΑΠΟΥΖΟΥΚΙΑ — [532, 75, 614, 88]
table-row: «ΛΥΔΙΑ» 17 Σεπτεμβρίου 15 Σεπτεμβρίου — [833, 1115, 1586, 1129]
listing: ΝΑΙ-Τ - ΚΛΑΜΠ ΡΟΜΑΝΣ του Ξενοδοχείου Μεντιτερανέ — Τηλ. 62707 — [6, 383, 176, 420]
table-row: «ΜΑΣΣΑΛΙΑ» 3 Δεκεμβρίου 1 Δεκεμβρίου — [833, 1269, 1586, 1283]
pharmacy-entry: EL HYDAYA, Σταθμὸς Ἐλ Χἀνταγια Τηλ. 64109 — [1216, 527, 1469, 540]
race-entry: 8 ΚΟΜ ΕΛ ΦΑΡΑΓΚ Φοκάι 54 — [532, 1000, 652, 1025]
races-heading: ΤΟ ΠΡΟΓΡΑΜΜΑ ΤΩΝ ΣΗΜΕΡΙΝΩΝ ΙΠΠΟΔΡΟΜΙΩΝ — [548, 780, 798, 811]
race-entry: 1 ΑΜΠΟΥ ΑΜΠΝΤΑ Φάγκς 57 — [532, 1206, 669, 1218]
race-entry: 7 ΚΑΡΟΥΜΠΑ Φάγκς 55 — [677, 1013, 814, 1025]
pharmacy-entry: KAMEL NOUR, 115 Πλησίον Σταθμοῦ Σιζύ Τηλ. 61492 — [1216, 580, 1511, 593]
table-row: «ΛΥΔΙΑ» 19 Νοεμβρίου 17 Νοεμβρίου — [833, 1241, 1586, 1255]
casino-title: CASINO SAN STEFANO — [832, 753, 1586, 805]
race-entry: 1 ΧΑΓΙΑΤΙ Σάλεχ 66 — [677, 938, 814, 950]
listing: LAW OF THE LAWLESS. — [6, 248, 132, 260]
pharmacy-list-city — [824, 489, 1202, 712]
movie-title-word: WAR — [35, 1418, 151, 1470]
race-entry: 2 ΣΟΥΡΑΧ Χασάν 56,5 — [532, 925, 669, 937]
race1-entries — [532, 913, 669, 1101]
race-entry: 12 ΣΑΝΤΑΝΑ Μάιου 52 — [532, 1088, 669, 1100]
tomorrow-heading: ΑΠΟ ΑΥΡΙΟΝ — [124, 1284, 246, 1305]
pharmacy-entry: AMIR, Δαμ. Βύζαντος Τηλ. 44000 — [824, 680, 1004, 693]
listings-right: Μπαλλέτο «Χίλλερ Γκέρλς», Ἐπιθεώρησις Πήρ Φρανκ, Σ. Σάκι, Ὀρχήστρα Στορ Πουσέτ. ΕΣΤΙΑΤΟΡΙΟΝ ΡΟΜΑΝΣ τοῦ Ξενοδοχείου Μεντιτερανέ, (Σάμπα Πάσα) Τηλ. 62706 Κουζίνα ευρωπαϊκή εἰς τὴν ἀνοιχτή λιτή ἀτμόσφαιρα. Ἀνοικτὸ νυχτερινόν. *** ΚΑΤΡΙΝΑ THE CAIRO REVIEW TROUPE in the International dancing Festival at the GOMHOURIA THEATRE — [184, 126, 359, 426]
race-entry: 2 ΜΟΧΑΜΙ Άραμπι 66 — [677, 950, 814, 962]
race-entry: 7 ΧΑΛΙΛΙΝΟΥΣ Ρικάρτ 54 — [532, 988, 669, 1000]
race2-entries — [532, 1207, 669, 1345]
listing: SOUTHSIDE 1 - 1000. — [6, 282, 119, 294]
pharmacy-entry: GLYM, 14, δδὸς Μουστάφα Πασά Τηλ. 67555 — [1216, 545, 1459, 558]
listing: 7 FACES OF DR. LAO. (Του Pantaλα). — [6, 168, 176, 193]
novel-text-right: — Ἔτσι εἶναι πιὰ μὴ δίνω σημασία καὶ κατάλαβες; μὲ τὸν τρόπο ποὺ μοῦ μιλοῦσε γιὰ τὸν Λάμπρο. Ἡ κυρία Ρουσσαντᾶ ξανάπε τὰ ἴδια πράγματα μὲ μιὰ φωνὴ πιὸ ἥσυχη. Δὲν ἤθελε νὰ δείξει ὅτι εἶχε ταραχθεῖ. — Λοιπόν, ὅπως καὶ νὰ ἔχει, ἡ Λάμπρος μᾶς περιμένει. — Ἄκουσα μιὰ φορὰ τὸ πρόσωπό της φωτίστηκε ἀπὸ ἕνα χαμόγελο. — Πέστε του λοιπὸν νὰ ἔρθει ὅποτε θέλει. Ἐμεῖς θὰ τὸν περιμένουμε. — Εἶναι ἀκόμα πολὺ νέος, θεία μου, εἶπε ἡ Ζωζέτα. Δὲν ξέρει τί θέλει. — Ἡ θεία Ρουσσαντᾶ δὲν φάνηκε νὰ συμφωνεῖ. Κούνησε τὸ κεφάλι της. — Εἶναι ἀκόμα πολὺ νέα ἡ Ζωζώ, εἶπε. Καὶ ἔχει ἀνάγκη ἀπὸ προστασία, ἀπὸ ἕνα σπίτι καὶ μιὰ οἰκογένεια. — Πρέπει νὰ ξέρεις ὅτι ὅλα αὐτὰ γίνονται γιὰ τὸ καλό σου, κόρη μου. Ἡ Ζωζὼ χαμογέλασε πικρά καὶ χαμήλωσε τὰ μάτια. — Ὁ θεῖος σου, ὁ Σωτήρης, πάντοτε ἤθελε τὸ καλό σου. Καὶ ἂν ζοῦσε σήμερα, θὰ ἔλεγε τὰ ἴδια. — Ὅταν ἔδωσαν στὸ σπίτι τὸν Λάμπρο, ἦταν ἕνα μικρὸ παιδί. Τώρα εἶναι ἄντρας πιά. — Καλά, εἶπε τέλος. Πῆγε νὰ κοιμηθεῖ. (Ἀκολουθεῖ) — [184, 517, 359, 1120]
section-title-notices: ΠΙΝΑΚΙΔΕΣ — [532, 34, 814, 70]
column-notices: ΠΙΝΑΚΙΔΕΣ ΑΠΟΥΖΟΥΚΙΑ Ἰδοὺ λοιπὸν ὅτι ἐξ Αὐστραλίας μᾶς ἔρχεται ἡ ὀρθὴ αἰσθητικὴ τοποθέτησις τῆς καλλιτεχνικῆς ὕλης τῶν μπουζουκιῶν εἰς εὐθυστόχωτον σημείωμα τοῦ «Πανελληνίου Κήρυκος». Τὰ περιστατικὰ μπουζούκια τοῦ ἕξοχα ἔχουν ξεπεράσει τὴν περιωπὴ τοῦ λαϊκοῦ ὀργάνου. Σήμερα ἔχουν γίνει τὸ σύμβολο μιᾶς διασκεδάσεως χωρὶς πνευματικὴ ὑπόσταση. «Ἀλλά, τί νὰ κάνουμε, ἀφοῦ τέτοιος εἶναι ὁ κόσμος;» *** ΑΝΑΣΤΑΣΙΑ ΚΑΤΣΙΚΑ Ἀπὸ τὸ ἀθηναϊκὸν δαπανητικὸν δελτίον: «Συγκλονισμένοι οἱ θαυμασταὶ τῆς Ἀναστασίας Κατσικᾶ ἀπὸ τὴν εἴδησιν ὅτι ἀνεχώρησεν ὁριστικῶς δι' Ἀμερικὴν». *** ΤΑ ΧΕΙΡΟΤΕΡΑ Λέγεται ὅτι ὁ καλὸς ἐπιχειρηματίας δὲν χρειάζεται ἄλλο ἀπὸ τὴν ὑπομονὴν καὶ τὴν ἐργατικότητα. Οἱ χειρότεροι εἶναι ἐκεῖνοι ποὺ ξέρουν τὰ πάντα. «ΕΥΤΥΧΕΙΣ ΓΑΜΟΙ ΕΝ ΣΥΔΝΕΥ» Τὸ Σάββατον 6ην Αὐγούστου ἐτελέσθησαν εἰς τὸν Ἱερὸν Ναὸν τῆς Κοιμήσεως τῆς Θεοτόκου οἱ γάμοι τοῦ κ. Γεωργίου μετὰ τῆς δίδος Ἑλένης. ἀνδρόγυνον, «Εἰς τὸ φωτογραφεῖον μας θὰ πάρετε ἐξαιρετικὰς φωτογραφίας καὶ τὴν ἐξυπηρέτησιν ποὺ χρειάζεσθε». «Ἀλλά, τί λέγομεν; Μήπως καὶ οἱ Ἕλληνες ἀποδεικνύονται ὀλιγώτερον ἔξυπνοι; Ὅπως πάντοτε, τὸ πρόβλημα εἶναι τὸ ὄνομα τοῦ καταστήματος». *** ΤΟ «ΠΙΚΡΟ ΡΥΖΙ» Ἐξ Ἀγρινίου τηλεγραφοῦν: «Ἡ σοδειὰ τοῦ ρυζιοῦ εἰς τὴν περιοχὴν τοῦ Μεσολογγίου παρουσιάζει φέτος ἐξαιρετικὴν αὔξησιν. Οἱ παραγωγοὶ ζητοῦν τὴν ἐνίσχυσιν τοῦ κράτους». «Ἀλλὰ ἀπὸ πότε ἀπαγορεύεται ἡ καλλιέργεια τῆς ὀρύζης εἰς τὴν Ἑλλάδα; Εἶναι ἐπιβεβλημένη ἡ ἐπιδότησις τῶν παραγωγῶν ποὺ σκοπεύουν νὰ συνεχίσουν». Αὐτὰ ἔλεγε ὁ ἀνταποκριτὴς εἰς τὴν ἀνταπόκρισίν του, ὥστε νὰ ἐξηγήσῃ τὸ δυσάρεστον θέμα. ΤΟ ΠΡΟΓΡΑΜΜΑ ΤΩΝ ΣΗΜΕΡΙΝΩΝ ΙΠΠΟΔΡΟΜΙΩΝ ALEXANDRIA SPORTING CLUB 1η ΙΠΠΟΔΡΟΜΙΑ — ΩΡΑ 3.0 Δι' ἀραβικοὺς πουλάρια. Ἔπαθλον Λ.Α. 300. 1 ΜΟΣΣΑΓΙΕΡ Σάλεχ 58 2 ΣΟΥΡΑΧ Χασάν 56,5 3 ΣΕΝΑ Φαύρι 56,5 4 ΒΑΡΟΥΚΙΕΣ Σ.Α. 55 5 ΤΟΠΑΖ Νασρ 54 6 ΚΥΚΛΩΨ Φάουζυ 54 7 ΧΑΛΙΛΙΝΟΥΣ Ρικάρτ 54 8 ΚΟΜ ΕΛ ΦΑΡΑΓΚ Φοκάι 54 9 ΜΠΙΝΤ ΜΠΕΖΕΡΑ Σάμπερ 53 10 ΕΛ ΟΣΤΑΖ ΡΑΜΖΙ Χ. 52,5 11 ΓΚΛΟΡΙΑ Χασάν 52 12 ΣΑΝΤΑΝΑ Μάιου 52 Ὑποδεικνύομεν: ΧΑΛΙΛΙΝΟΥΣ, ΕΛ ΟΣΤΑΖ ΡΑΜΖΙ, ΚΟΜ ΕΛ ΦΑΡΑΓΚ 2α ΙΠΠΟΔΡΟΜΙΑ — ΩΡΑ 4.05 Δι' ἀραβικοὺς ἵππους 3ετεῖς. Ἔπαθλον Λ.Α. 300. 1 ΑΜΠΟΥ ΑΜΠΝΤΑ Φάγκς 57 2 ΛΑΜΣΑ Φάρεν 57 3 ΟΥΑΛΗΝΤ Φάρας 57 4 ΚΑΣΕΤ ΚΕΡΙΜ Σάλεχ 57 5 ΑΜΠΟΥ ΚΑΡΑΟ Φάρεν 57 6 ΚΑΣΑΝ ΕΛ ΦΑΓΙΟΥΜ Χ 57 7 ΤΑΧΕΡ Χασάν 57 8 ΚΙΣΜΕΤ Νασρ 57 9 ΝΕΕΖΙΜ Άλμπα 57 10 ΚΑΣΣΕΤ ΧΕΡ Χ. 57 11 ΚΑΣΑΝΙ Φάρεν 55 3η ΙΠΠΟΔΡΟΜΙΑ — ΩΡΑ 4.40 Δι' ἀραβικοὺς ἵππους. Ἔπαθλον Λ.Α. 200 — 1000 μέτρα. 1 ΕΛ ΜΑΝΤΙΓΙΑ Φάρεν 60 2 ΜΟΧΑ Άραμπι 60 3 ΤΟΥΦΑΧΑ Οὐάιλ 60 4 ΓΚΑΖΙ Σάλεχ 57 5 ΚΑΝΑΓΙΑ Σαΐντ 55 4η ΙΠΠΟΔΡΟΜΙΑ — ΩΡΑ 5.15 1 ΛΕΝΙΝ Μίκαελ 58 2 ΝΕΦΕΡ Σαΐντ 58 3 ΖΑΡΜΑΤ Φάρεν 58 14 ΜΟΧΕΜΜΑΧ Σάμπερ 49,5 15 ΜΑΚΣΟΥΦΑ Γάσεμ 49,5 Ὑποδεικνύομεν: ΜΠΑΚΡ, ΡΙΞ ΕΛ ΚΑΤΙΦ, ΜΟΧΕΜΜΑΧ 5η ΙΠΠΟΔΡΟΜΙΑ — ΩΡΑ 5.50 1 ΧΑΓΙΑΤΙ Σάλεχ 66 2 ΜΟΧΑΜΙ Άραμπι 66 3 ΕΛ ΣΑΤ ΕΛ ΑΛΥ Χ. 62,5 4 ΙΜΠΙΝ ΤΑΧΡΑ Φάρας 59 5 ΣΤΡΟΓΚΟΦ Φάρεν 56 6 ΕΛ ΡΙΑΝΤ Άσαχ 56 7 ΚΑΡΟΥΜΠΑ Φάγκς 55 8 ΚΡΕΣΝΑ Φάρεν 55 9 ΑΛΙΑΝΤΑΝ Άραμπι 55 Ὑποδεικνύομεν: ΧΑΓΙΑΤΙ, ΣΑΧΑΤ, ΙΜΠΙΝ ΤΑΧΡΑ 6η ΙΠΠΟΔΡΟΜΙΑ — ΩΡΑ 6.25 1 ΚΟΥ ΣΟΓΙΑΡ Φάρεν 58,5 2 ΤΟΥΤ ΣΟΥ Ι Τ Σαΐντ 58,5 3 ΑΛΕΦΔΑ Φάρεν 57 4 ΡΑΟΥΛ Σαΐντ 57 5 ΜΑΑΡΚΑΖ Άραμπι 57 7η ΙΠΠΟΔΡΟΜΙΑ — ΩΡΑ 7.00 1 ΧΕΛΟΥΑΝ Ράμπο 58 2 ΕΛ ΑΛΙΦ Φάρεν 58 3 ΑΜΠΟΥ ΣΑΧΡΑ Σαΐντ 57 4 ΝΑΓΚΙ Σάλεχ 57 5 ΑΛ ΤΑΝΣΑΝΙ Άραμπι 56 6 ΓΚΛΑΒΑΑ Νάσρ 55 ΕΙΣ ΤΟ ΧΡΗΜΑΤΙΣΤΗΡΙΟΝ ΑΞΙΩΝ — [532, 34, 814, 2184]
pharmacy-entry: SADEN, 22 δδὸς Ἐλευθερίας Τηλ. 27441 — [824, 488, 1041, 501]
table-row: «ΜΑΣΣΑΛΙΑ» 20 Αὐγούστου 18 Αὐγούστου — [833, 1059, 1586, 1073]
paper-name: «Ταχυδρόμος - Αίγυπτος» — [611, 7, 808, 25]
races-section — [532, 774, 814, 1581]
section-title-theatres: ΤΑ ΘΕΑΜΑΤΑ ΜΑΣ — [6, 34, 364, 120]
pharmacy-entry: SIDI GABER, Σταθμὸς Σίντι Γκάμπερ Τηλ. 70689 — [1216, 510, 1480, 523]
column-social: ΚΟΙΝΩΝΙΚΑ Ο Κος καὶ ἡ Κα RAYMOND HANNAUX, ὁ Κος καὶ ἡ Κα Μιχαὴλ Α. Μπανάκη εἶναι εὐτυχεῖς ἀγγέλλοντες τοὺς γάμους τῶν τέκνων των: ΔΑΝΙΕΛΑΣ ΚΑΙ ΝΙΚΟΛΑΟΥ οἵτινες θὰ τελεσθοῦν τὴν Τετάρτη 19ην Αὐγούστου 1964 ἐν Ἀθήναις. Κυριάκου 39 Γλυφάδα — Ἀθήναι. — Ἀνεχώρησε εὐφορ ὀριστικῶς διὰ Ἑλλάδα, ὁ ἐπιχειρηματίας κ. Π. Γαλάνης. — Τὴν Δευτέραν 17 Αὐγούστου, ὥραν 10 μ.μ. θὰ ὁμιλήσῃ ὁ καλλιτέχνης εἰς τὴν αἴθουσαν τοῦ Συνδέσμου. — Στὴ σειρὰ τῶν Ἑλλήνων ἀκροατῶν ποὺ μετέβη ἀπὸ τὴν Ἀθῆνα εἰς τὴν Ἀλεξάνδρεια, θὰ γίνει ἡ γιορτὴ τῆς Παναγίας στὴν ἐκκλησία τῆς Κοινότητος Ἀλεξανδρείας. — Διήλθεν ἐξ ΠΑΔ προερχόμενον ἐξ Ἀθηνῶν, ἡ Κα Μαίρη μετὰ τῆς Κας Νικολάου, ἀνεχώρησαν. Οἱ ἀγαπητοὶ μας, ἐπέτυχαν εἰς τὰς ἐξετάσεις καὶ ἀναχωροῦν εἰς τὸ ἐξωτερικὸν πρὸς συνέχισιν τῶν σπουδῶν των. ΕΦΟΠΛΙΣΜΟΙ ΕΙΣ ΤΑΣ ΑΘΗΝΑΣ ΑΘΗΝΑΙ, 15 (Α. Υ. Τ.) Ὁ μεσολαβητὴς διὰ τὴν Κύπρον κ. Σακάρ Τουόμιογια ἐπέσκεψεν σήμερον τὸν Πρωθυπουργὸν καὶ ἐσυζήτησε μετ' αὐτοῦ τὸ ζήτημα τῆς Κύπρου καὶ τὰ σχετικὰ προβλήματα. ΚΗΔΕΙΑ Τὸν λατρευτόν μας σύζυγον, πατέρα, ἀδελφόν, θεῖον καὶ συγγενῆ ΑΝΤΩΝΙΟΝ Χ. ΖΑΧΑΡΙΩΝ θανόντα χθές, κηδεύομεν σήμερον ὥραν 5.00 μ.μ. Ἡ κηδεία γενήσεται ἐκ τοῦ Ἑλληνικοῦ Νοσοκομείου πρὸς τὸν ἱερὸν ναὸν τοῦ Ἁγίου Νικολάου. Οἱ τεθλιμμένοι: Ἡ σύζυγος, τὰ τέκνα, οἱ ἀδελφοί, οἱ ἀνεψιοὶ καὶ λοιποὶ συγγενεῖς. Συλλυπητήρια εἰς τὴν Κοιμητήρια. ΠΡΟΣΦΟΡΑΙ Ὁ Κος καὶ ἡ Κα Δημητρίου ἀντὶ στεφάνου προσφέρουν εἰς τὸ Ἑλληνικὸν Νοσοκομεῖον λ.α. 5 διὰ τὴν μνήμην τοῦ πατρός. ΑΙ ΕΝΟΠΛΟΙ ΔΥΝΑΜΕΙΣ ΕΛΛΑΔΟΣ ΚΑΙ ΤΟΥΡΚΙΑΣ (Συνέχεια ἐκ 1ης σελίδος) τούς ναυτικοὺς εἰς τὸ δυτικὸν πλευρὸν τῆς Τουρκίας. Ἡ Τουρκία διαθέτει σημαντικὰς δυνάμεις ἐκ τοῦ Ἀτλαντικοῦ Συμφώνου, ἐνῷ αἱ ἐνοπλοι δυνάμεις τῆς Ἑλλάδος ἀριθμοῦν περίπου 150.000 ἄνδρας. Τὸ Στρατηγεῖον τοῦ ΝΑΤΟ διοικεῖ τὰς χερσαίας καὶ ναυτικὰς δυνάμεις εἰς τὴν Νοτιοανατολικὴν Εὐρώπην, περιλαμβανομένου καὶ τοῦ Ἑλληνικοῦ καὶ Τουρκικοῦ στρατοῦ. Τὸ Τουρκικὸν ναυτικὸν διαθέτει ἀντιτορπιλλικὰ, ὑποβρύχια καὶ ἀκταιωρούς. Μικραὶ Ἀγγελίαι ΖΗΤΟΥΜΕΝ ἀκίνητον πρὸς Λ. Αἰγ. 6.000 περίπου. Γράψατε μὲ λεπτομερείας πρὸς «IMMEUBLE», Ταχ. Κιβ. 624, Ἀλεξάνδρεια. ΖΗΤΕΙΤΑΙ πρὸς ἀγορὰν ἀκίνητον εἰς Ἀλεξάνδρειαν καὶ εἰς ἀστικὸν κέντρον, ἀξίας ἕως 4.000 Λ. Αἰγ. Τηλεφωνήσατε εἰς τὸν ἀρ. 30816, Ἀλεξάνδρεια. — [376, 33, 553, 1813]
pharmacy-entry: AL CHARK 14, δδὸς Σάμ. Τηλ. 24565 — [824, 523, 1023, 536]
ship-icon — [832, 960, 982, 1014]
turkey-box: Η ΝΕΑ ΑΚΤΙΝΟΒΟΛΟΣ ΖΩΝΗ ΤΗΣ ΤΟΥΡΚΙΑΣ ΑΠΟ ΤΗΣ 25ης ΑΥΓΟΥΣΤΟΥ — [1216, 617, 1586, 687]
divider — [6, 1271, 364, 1279]
table-row: «ΙΟΝΙΑ» 3 Σεπτεμβρίου 1 Σεπτεμβρίου — [833, 1087, 1586, 1101]
